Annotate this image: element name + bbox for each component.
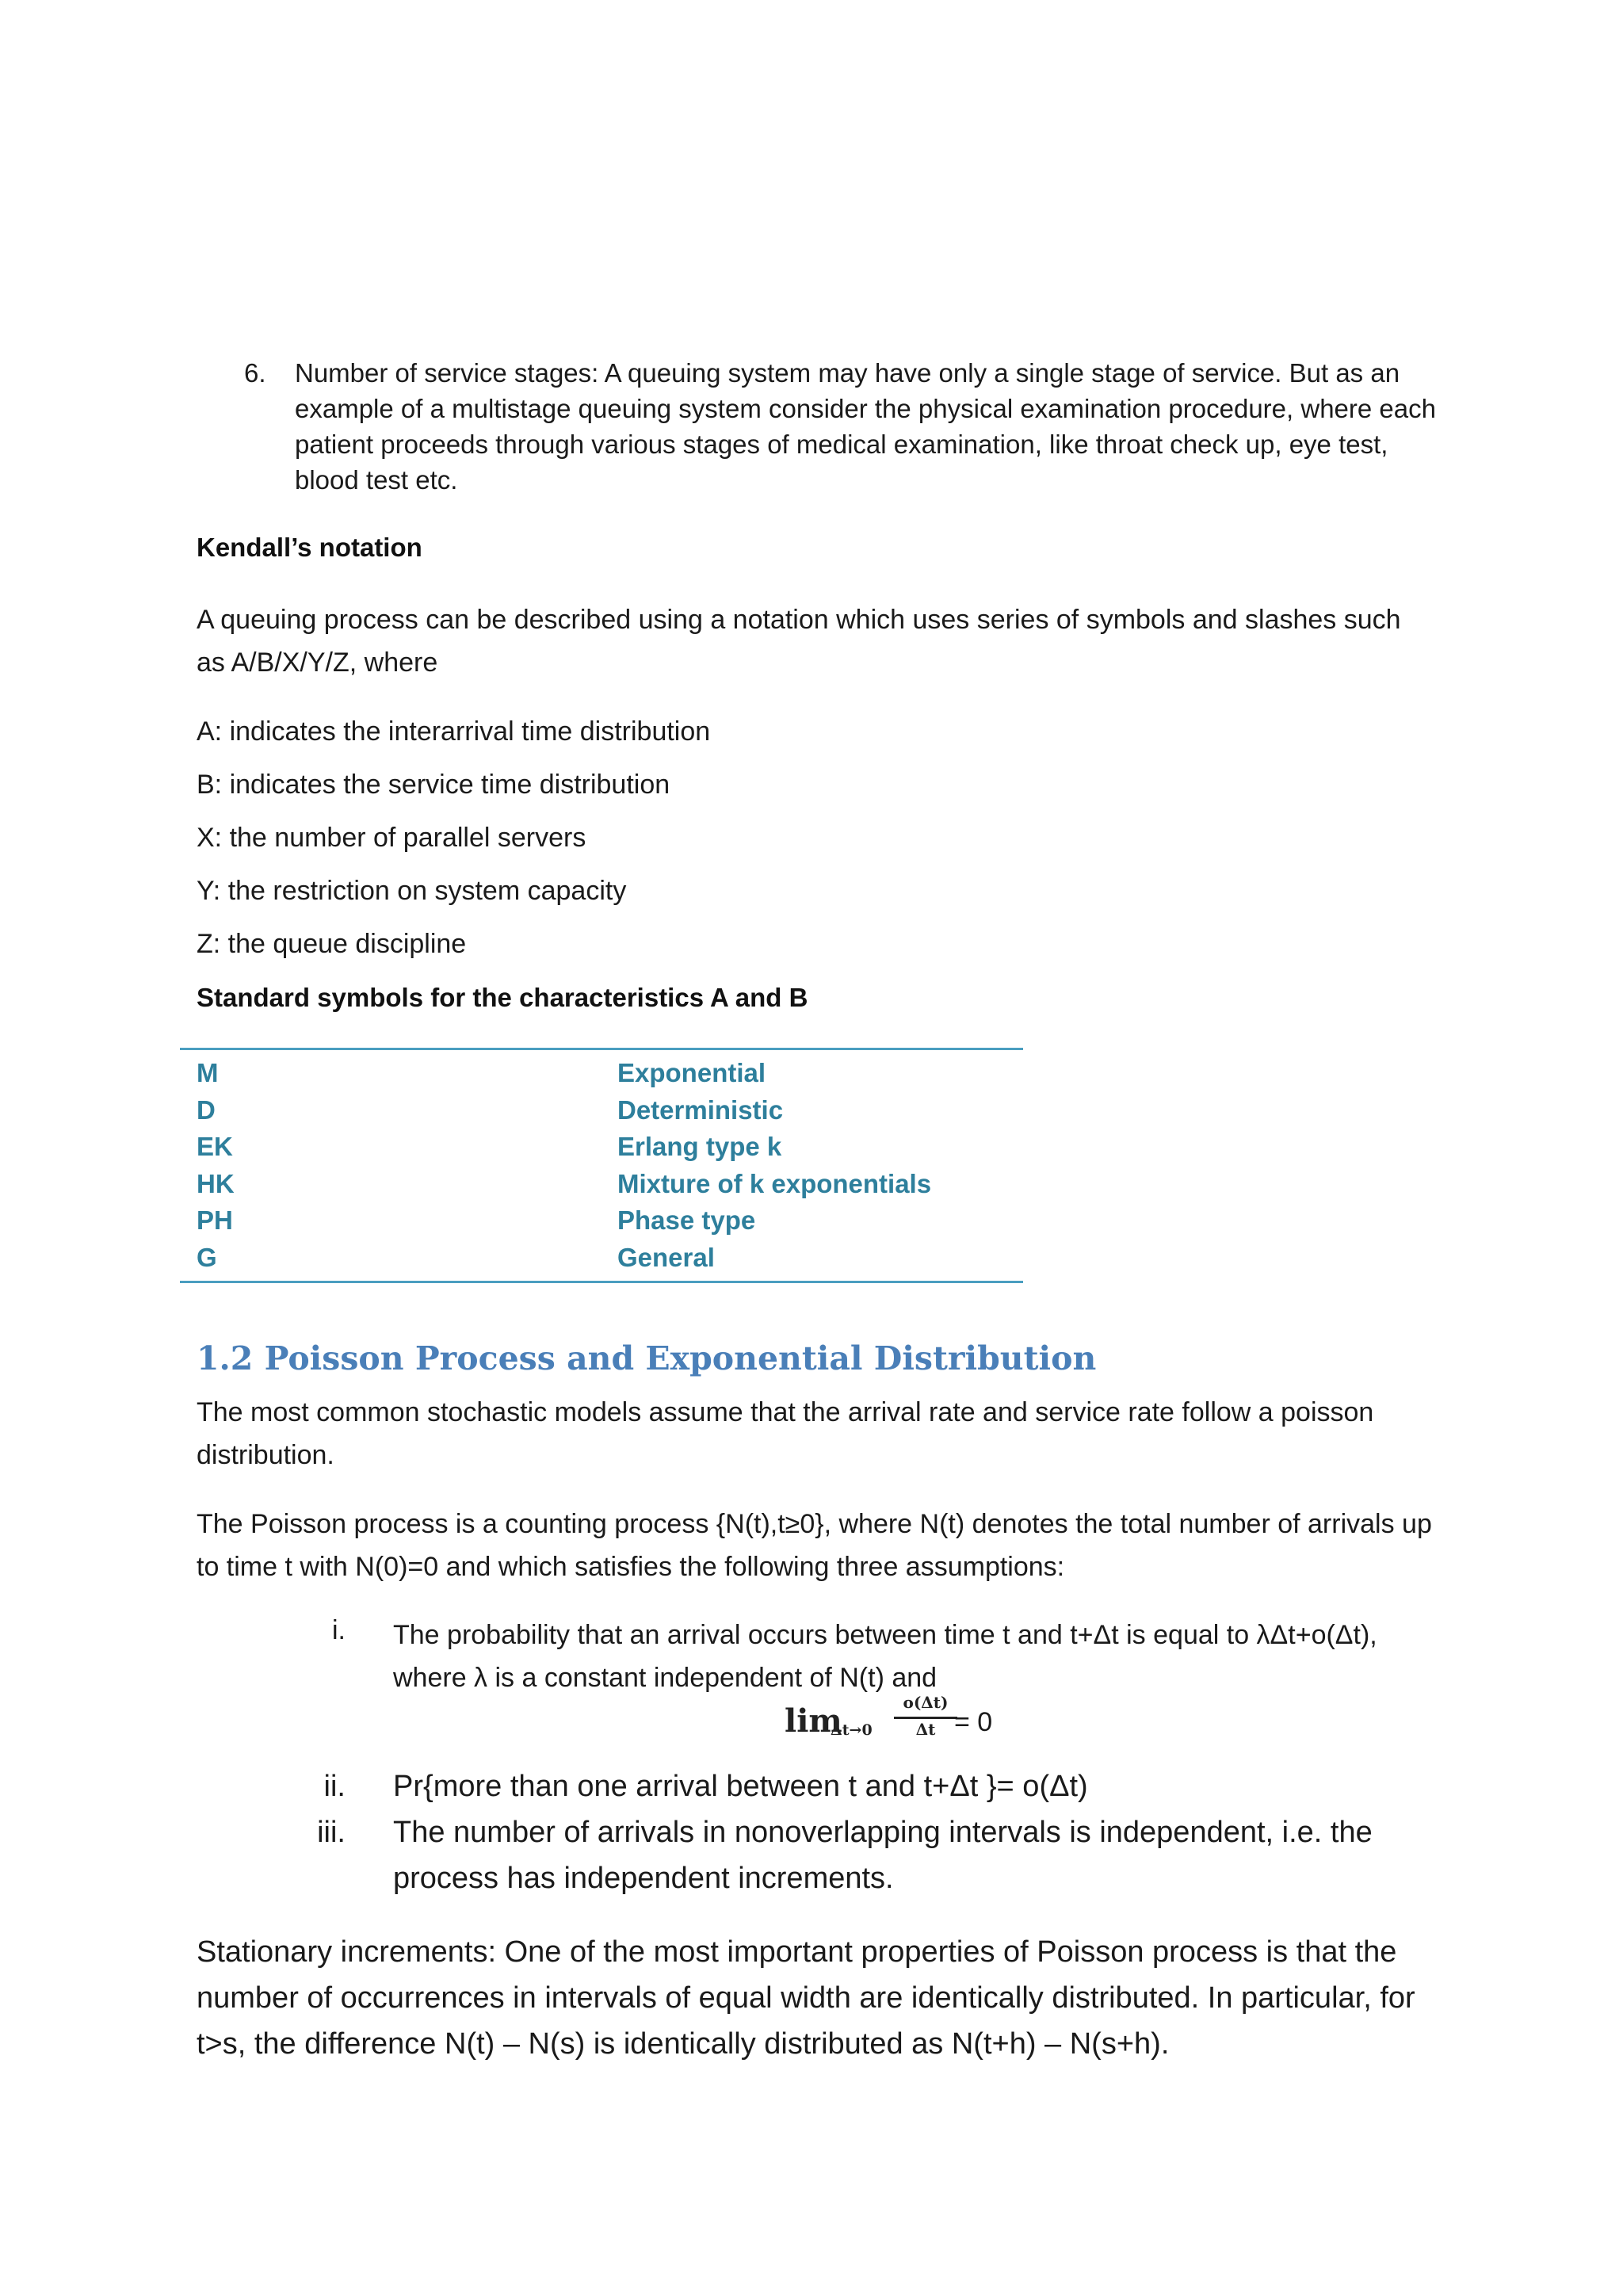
table-row xyxy=(180,1094,1023,1131)
assumption-text: The probability that an arrival occurs between time t and t+Δt is equal to λΔt+o(Δt), where λ is a constant independent of N(t) and xyxy=(393,1620,1377,1693)
assumption-number: i. xyxy=(332,1615,346,1645)
symbol-description: Exponential xyxy=(617,1058,766,1087)
symbol-code: EK xyxy=(197,1132,233,1161)
definition-y: Y: the restriction on system capacity xyxy=(197,876,627,906)
symbol-code: PH xyxy=(197,1205,233,1235)
kendall-heading: Kendall’s notation xyxy=(197,533,422,562)
formula-denominator: Δt xyxy=(915,1720,936,1739)
symbol-code: D xyxy=(197,1095,216,1125)
limit-formula xyxy=(785,1694,1022,1750)
fraction-bar xyxy=(894,1717,957,1719)
symbol-code: G xyxy=(197,1242,217,1272)
assumption-text: Pr{more than one arrival between t and t+Δt }= o(Δt) xyxy=(393,1770,1088,1803)
definition-a: A: indicates the interarrival time distribution xyxy=(197,716,711,747)
definition-b: B: indicates the service time distribution xyxy=(197,770,670,800)
poisson-paragraph-1: The most common stochastic models assume that the arrival rate and service rate follow a poisson distribution. xyxy=(197,1397,1374,1470)
kendall-intro: A queuing process can be described using a notation which uses series of symbols and slashes such as A/B/X/Y/Z, where xyxy=(197,605,1401,678)
symbol-code: M xyxy=(197,1058,219,1087)
section-heading: 1.2 Poisson Process and Exponential Distribution xyxy=(197,1339,1097,1377)
symbol-description: Mixture of k exponentials xyxy=(617,1168,932,1198)
table-row xyxy=(180,1167,1023,1205)
symbol-description: Erlang type k xyxy=(617,1132,782,1161)
list-number: 6. xyxy=(244,358,266,388)
table-row xyxy=(180,1204,1023,1241)
formula-lim: lim xyxy=(785,1702,842,1740)
table-row xyxy=(180,1130,1023,1167)
definition-z: Z: the queue discipline xyxy=(197,929,467,959)
table-row xyxy=(180,1241,1023,1278)
symbols-heading: Standard symbols for the characteristics A and B xyxy=(197,983,808,1012)
symbol-code: HK xyxy=(197,1168,235,1198)
formula-numerator: o(Δt) xyxy=(903,1693,949,1712)
assumption-text: The number of arrivals in nonoverlapping intervals is independent, i.e. the process has independent increments. xyxy=(393,1816,1373,1895)
poisson-paragraph-2: The Poisson process is a counting process {N(t),t≥0}, where N(t) denotes the total number of arrivals up to time t with N(0)=0 and which satisfies the following three assumptions: xyxy=(197,1509,1432,1582)
symbol-description: General xyxy=(617,1242,715,1272)
symbol-description: Phase type xyxy=(617,1205,756,1235)
assumption-number: ii. xyxy=(323,1770,346,1803)
assumption-number: iii. xyxy=(317,1816,346,1849)
list-item-text: Number of service stages: A queuing system may have only a single stage of service. But as an example of a multistage queuing system consider the physical examination procedure, where each patient proceeds through various stages of medical examination, like throat check up, eye test, blood test etc. xyxy=(295,358,1436,495)
formula-rhs: = 0 xyxy=(954,1707,993,1737)
symbol-description: Deterministic xyxy=(617,1095,784,1125)
formula-subscript: Δt→0 xyxy=(831,1721,873,1739)
table-row xyxy=(180,1056,1023,1094)
stationary-increments-paragraph: Stationary increments: One of the most important properties of Poisson process is that the number of occurrences in intervals of equal width are identically distributed. In particular, for t>s, the difference N(t) – N(s) is identically distributed as N(t+h) – N(s+h). xyxy=(197,1935,1415,2061)
symbols-table xyxy=(180,1048,1023,1283)
definition-x: X: the number of parallel servers xyxy=(197,823,586,853)
